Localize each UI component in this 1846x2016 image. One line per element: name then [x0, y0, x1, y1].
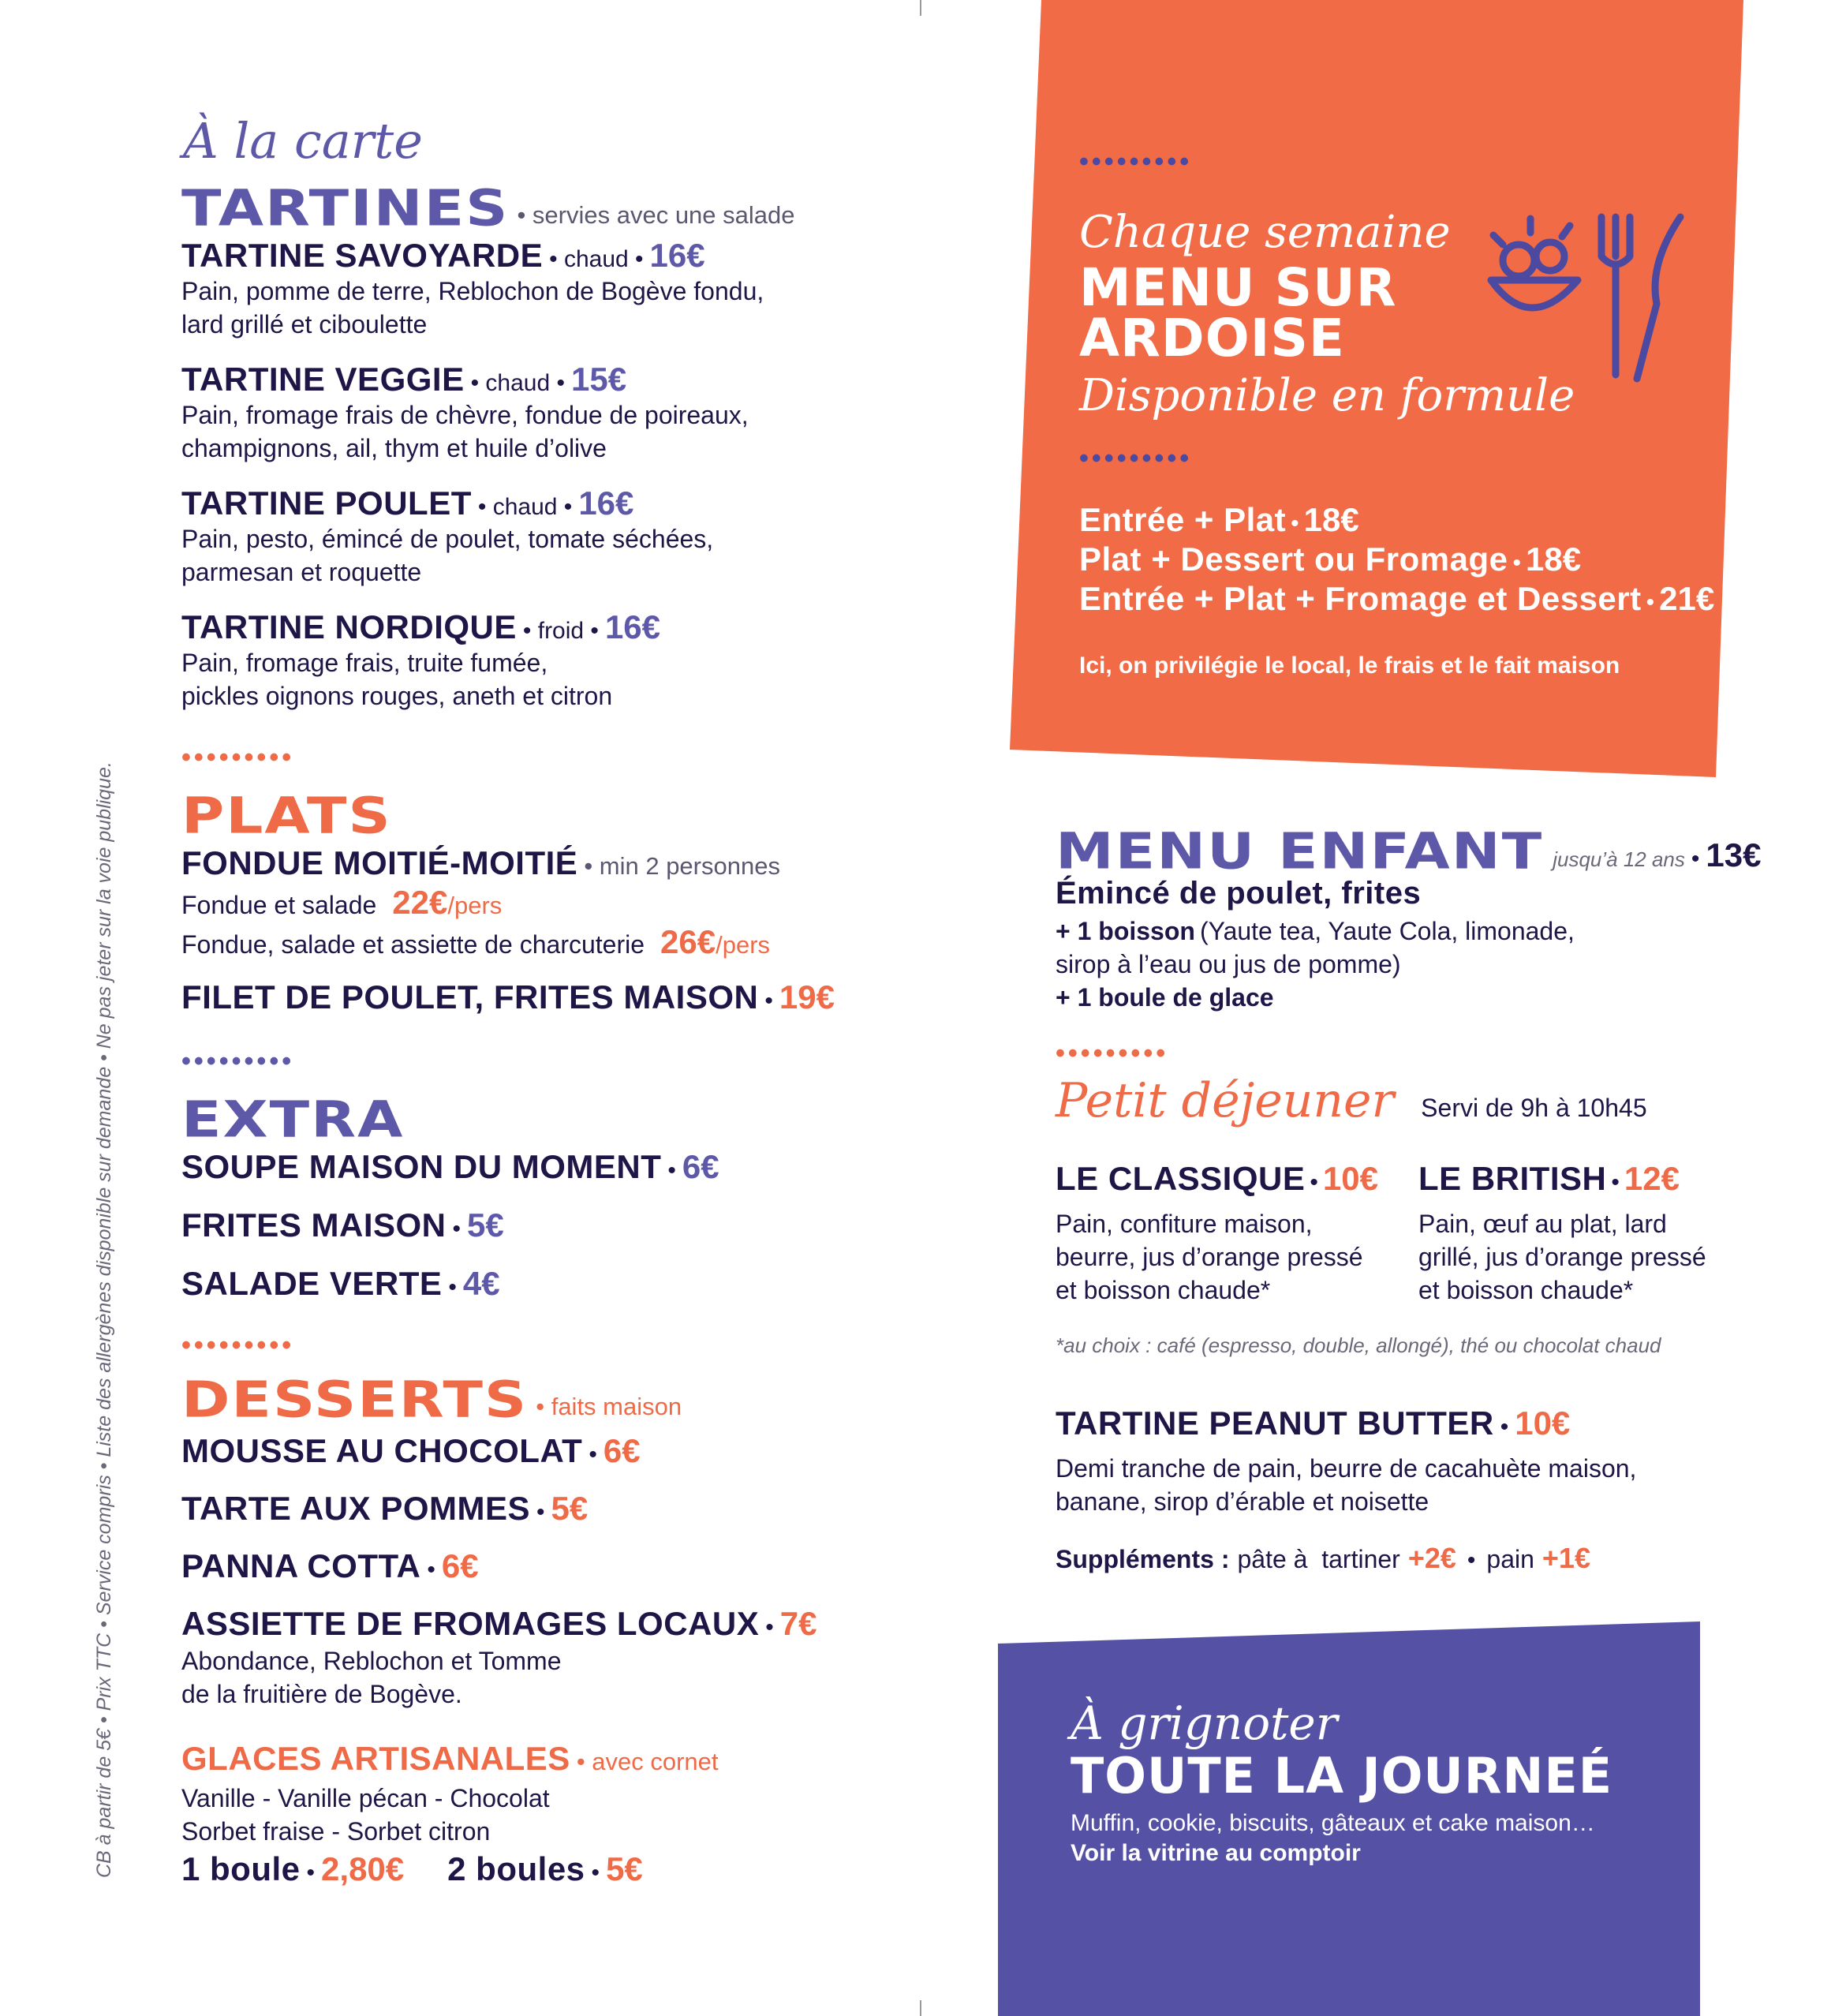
item-desc: lard grillé et ciboulette [181, 310, 428, 338]
item-price: 4€ [462, 1265, 500, 1302]
option-unit: /pers [716, 931, 771, 959]
grignoter-line2: TOUTE LA JOURNEÉ [1071, 1747, 1613, 1805]
petit-dej-heading [1056, 1073, 1647, 1128]
supplement-price: +1€ [1541, 1542, 1590, 1574]
enfant-heading [1056, 813, 1761, 881]
item-name: ASSIETTE DE FROMAGES LOCAUX [181, 1605, 760, 1642]
grignoter-line1: À grignoter [1071, 1696, 1338, 1750]
desserts-note: • faits maison [536, 1393, 682, 1420]
enfant-boisson-choices: (Yaute tea, Yaute Cola, limonade, [1199, 917, 1575, 945]
supplement-price: +2€ [1407, 1542, 1456, 1574]
item-name: TARTINE POULET [181, 484, 472, 522]
item-sep: • [589, 1442, 597, 1468]
fondue-option-2 [181, 923, 770, 961]
item-desc: Pain, pomme de terre, Reblochon de Bogève fondu, [181, 277, 764, 305]
item-price: 5€ [467, 1206, 504, 1244]
plats-title: PLATS [181, 787, 392, 845]
boule-sep: • [306, 1860, 316, 1886]
ardoise-local-note: Ici, on privilégie le local, le frais et le fait maison [1079, 653, 1620, 679]
item-desc: Sorbet fraise - Sorbet citron [181, 1817, 491, 1846]
formule-item: Plat + Dessert ou Fromage • 18€ [1079, 540, 1582, 578]
item-name: GLACES ARTISANALES [181, 1740, 570, 1777]
list-item [181, 608, 813, 732]
ardoise-line1: Chaque semaine [1079, 207, 1451, 258]
supplements-row [1056, 1542, 1636, 1576]
item-name: SALADE VERTE [181, 1265, 443, 1302]
item-desc: banane, sirop d’érable et noisette [1056, 1487, 1429, 1516]
ardoise-line4: Disponible en formule [1079, 370, 1575, 421]
tartines-heading [181, 170, 795, 238]
item-name: TARTE AUX POMMES [181, 1490, 531, 1527]
glaces-desc [181, 1782, 550, 1848]
item-desc: et boisson chaude* [1056, 1276, 1271, 1304]
petit-dej-hours: Servi de 9h à 10h45 [1421, 1094, 1647, 1122]
item-desc: Pain, fromage frais, truite fumée, [181, 649, 548, 677]
item-desc: pickles oignons rouges, aneth et citron [181, 682, 613, 710]
item-name: TARTINE VEGGIE [181, 361, 465, 398]
item-desc: Vanille - Vanille pécan - Chocolat [181, 1784, 550, 1812]
boule-price: 2,80€ [321, 1850, 405, 1887]
item-name: TARTINE NORDIQUE [181, 608, 517, 645]
divider-dots: ••••••••• [181, 1046, 295, 1076]
glaces-row [181, 1740, 719, 1778]
divider-dots: ••••••••• [1056, 1038, 1169, 1068]
item-name: PANNA COTTA [181, 1547, 421, 1584]
item-price: 12€ [1624, 1160, 1680, 1197]
boule-sep: • [591, 1860, 600, 1886]
item-desc: grillé, jus d’orange pressé [1418, 1243, 1706, 1271]
carte-title: À la carte [183, 112, 423, 170]
boules-row [181, 1850, 643, 1888]
enfant-sep: • [1691, 846, 1700, 872]
item-name: FONDUE MOITIÉ-MOITIÉ [181, 844, 578, 881]
supplements-label: Suppléments : [1056, 1545, 1230, 1573]
item-sep: • [1611, 1169, 1620, 1195]
list-item [181, 1206, 719, 1265]
grignoter-desc: Muffin, cookie, biscuits, gâteaux et cake maison… [1071, 1810, 1595, 1836]
filet-row [181, 978, 835, 1016]
item-name: LE BRITISH [1418, 1160, 1607, 1197]
peanut-block [1056, 1404, 1636, 1576]
list-item [181, 484, 813, 608]
classique-block [1056, 1160, 1378, 1307]
item-sep: • [536, 1499, 545, 1525]
divider-dots: ••••••••• [181, 1330, 295, 1360]
item-price: 10€ [1322, 1160, 1378, 1197]
item-price: 16€ [649, 237, 705, 274]
enfant-age: jusqu’à 12 ans [1553, 847, 1685, 871]
item-desc: Pain, confiture maison, [1056, 1210, 1313, 1238]
item-sep: • [1310, 1169, 1318, 1195]
list-item [181, 1490, 816, 1547]
item-desc: et boisson chaude* [1418, 1276, 1634, 1304]
divider-dots: ••••••••• [181, 742, 295, 772]
petit-dej-footnote: *au choix : café (espresso, double, allongé), thé ou chocolat chaud [1056, 1333, 1661, 1357]
supplement-sep: • [1467, 1547, 1476, 1573]
formules [1079, 501, 1714, 679]
item-sep: • [1500, 1414, 1509, 1440]
item-temp: • chaud • [549, 246, 644, 272]
option-price: 26€ [660, 923, 716, 960]
desserts-heading [181, 1361, 682, 1429]
item-desc: Pain, œuf au plat, lard [1418, 1210, 1667, 1238]
list-item [181, 1432, 816, 1490]
item-price: 10€ [1515, 1404, 1571, 1442]
item-desc: Demi tranche de pain, beurre de cacahuète maison, [1056, 1454, 1637, 1483]
item-price: 6€ [682, 1148, 719, 1185]
salad-fork-knife-icon [1483, 201, 1696, 391]
item-name: TARTINE PEANUT BUTTER [1056, 1404, 1494, 1442]
item-desc: beurre, jus d’orange pressé [1056, 1243, 1363, 1271]
item-sep: • [765, 1614, 774, 1640]
item-desc: Pain, pesto, émincé de poulet, tomate séchées, [181, 525, 714, 553]
boule-price: 5€ [606, 1850, 643, 1887]
item-sep: • [427, 1557, 435, 1583]
enfant-boisson-line2: sirop à l’eau ou jus de pomme) [1056, 950, 1401, 978]
supplement-name: pain [1486, 1545, 1534, 1573]
item-price: 16€ [604, 608, 661, 645]
list-item [181, 1265, 719, 1323]
dessert-list [181, 1432, 816, 1711]
ardoise-line2: MENU SUR [1079, 257, 1397, 318]
enfant-main: Émincé de poulet, frites [1056, 876, 1422, 911]
divider-dots: ••••••••• [1079, 443, 1193, 473]
enfant-boisson: + 1 boisson [1056, 917, 1195, 945]
option-label: Fondue, salade et assiette de charcuterie [181, 930, 645, 959]
item-desc: de la fruitière de Bogève. [181, 1680, 462, 1708]
list-item [181, 1148, 719, 1206]
item-price: 6€ [441, 1547, 479, 1584]
fold-mark-top [920, 0, 921, 16]
list-item [181, 237, 813, 361]
item-sep: • [667, 1158, 676, 1184]
extra-list [181, 1148, 719, 1323]
enfant-title: MENU ENFANT [1056, 822, 1544, 881]
item-desc: parmesan et roquette [181, 558, 422, 586]
fondue-row [181, 844, 780, 882]
fondue-option-1 [181, 884, 502, 922]
item-price: 16€ [578, 484, 634, 522]
tartines-note: • servies avec une salade [517, 201, 795, 229]
option-price: 22€ [392, 884, 448, 921]
boule-label: 2 boules [447, 1850, 585, 1887]
boule-label: 1 boule [181, 1850, 301, 1887]
item-price: 7€ [779, 1605, 817, 1642]
enfant-details [1056, 876, 1575, 1014]
item-name: SOUPE MAISON DU MOMENT [181, 1148, 662, 1185]
item-price: 6€ [603, 1432, 641, 1469]
item-name: FILET DE POULET, FRITES MAISON [181, 978, 759, 1015]
grignoter-bold: Voir la vitrine au comptoir [1071, 1840, 1361, 1866]
list-item [181, 1605, 816, 1644]
item-sep: • [452, 1216, 462, 1242]
tartines-title: TARTINES [181, 179, 510, 238]
list-item [181, 1547, 816, 1605]
tartine-list [181, 237, 813, 732]
vertical-legal-note: CB à partir de 5€ • Prix TTC • Service compris • Liste des allergènes disponible sur demande • Ne pas jeter sur la voie publique. [93, 761, 115, 1878]
enfant-price: 13€ [1706, 836, 1762, 873]
desserts-title: DESSERTS [181, 1371, 529, 1429]
extra-title: EXTRA [181, 1090, 405, 1149]
divider-dots: ••••••••• [1079, 147, 1193, 177]
item-desc: Pain, fromage frais de chèvre, fondue de poireaux, [181, 401, 749, 429]
formule-item: Entrée + Plat • 18€ [1079, 501, 1359, 538]
item-note: • avec cornet [576, 1748, 719, 1775]
enfant-glace: + 1 boule de glace [1056, 983, 1274, 1012]
item-note: • min 2 personnes [584, 852, 780, 880]
grignoter-content [1071, 1696, 1612, 1867]
formule-item: Entrée + Plat + Fromage et Dessert • 21€ [1079, 580, 1715, 617]
option-label: Fondue et salade [181, 891, 377, 919]
item-name: TARTINE SAVOYARDE [181, 237, 544, 274]
item-temp: • chaud • [477, 494, 573, 520]
supplement-name: pâte à tartiner [1237, 1545, 1400, 1573]
ardoise-line3: ARDOISE [1079, 308, 1345, 368]
item-sep: • [448, 1274, 457, 1300]
item-desc: champignons, ail, thym et huile d’olive [181, 434, 607, 462]
fold-mark-bottom [920, 2000, 921, 2016]
item-price: 15€ [571, 361, 627, 398]
item-temp: • froid • [522, 618, 599, 644]
item-price: 19€ [779, 978, 835, 1015]
item-sep: • [764, 988, 773, 1014]
british-block [1418, 1160, 1706, 1307]
option-unit: /pers [447, 892, 503, 919]
item-price: 5€ [551, 1490, 589, 1527]
item-temp: • chaud • [470, 370, 566, 396]
item-desc: Abondance, Reblochon et Tomme [181, 1647, 562, 1675]
list-item [181, 361, 813, 484]
item-name: FRITES MAISON [181, 1206, 447, 1244]
item-name: MOUSSE AU CHOCOLAT [181, 1432, 583, 1469]
item-name: LE CLASSIQUE [1056, 1160, 1306, 1197]
petit-dej-title: Petit déjeuner [1056, 1073, 1395, 1128]
